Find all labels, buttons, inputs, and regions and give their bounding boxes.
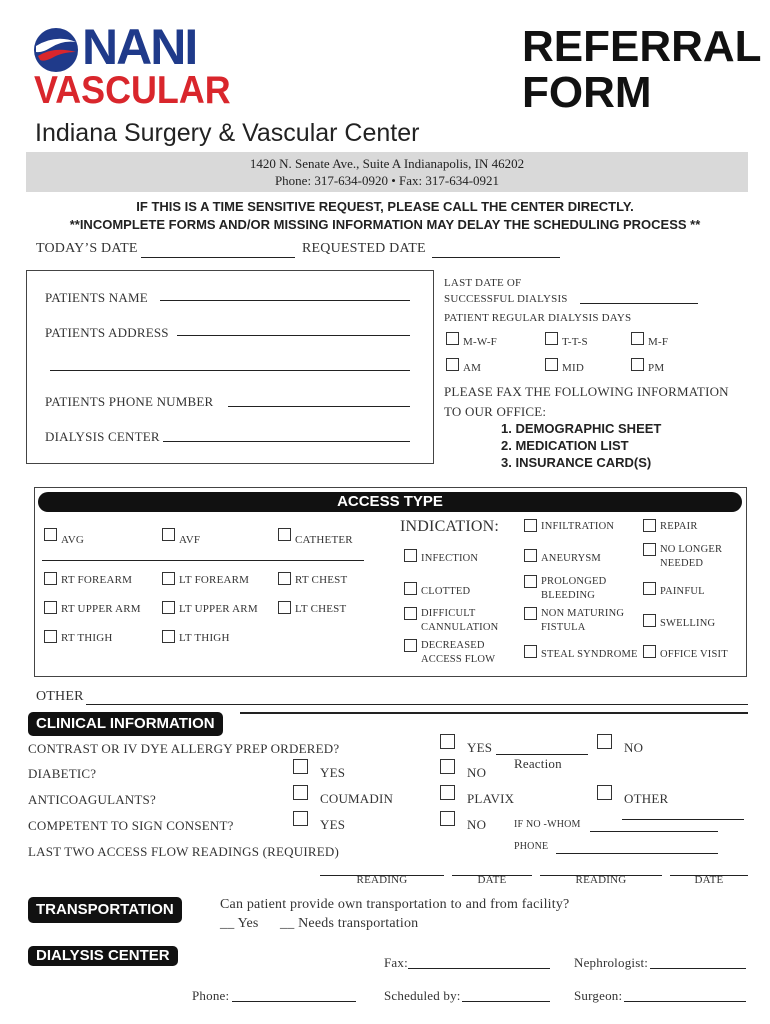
if-no-whom-label: IF NO -WHOM: [514, 819, 581, 830]
if-no-whom-field[interactable]: [590, 818, 718, 832]
date-1-label: DATE: [477, 874, 507, 886]
todays-date-field[interactable]: [141, 244, 295, 258]
checkbox[interactable]: [597, 734, 612, 749]
globe-icon: [32, 26, 80, 74]
form-title-line-1: REFERRAL: [522, 22, 762, 71]
indication-text: REPAIR: [660, 521, 698, 532]
dc-fax-field[interactable]: [408, 955, 550, 969]
indication-text: [660, 543, 722, 571]
access-type-label: AVF: [179, 534, 201, 546]
checkbox[interactable]: [162, 630, 175, 643]
indication-text: INFILTRATION: [541, 521, 615, 532]
diabetic-no[interactable]: [440, 759, 486, 781]
option-label: NO: [467, 765, 487, 780]
ind-difficult[interactable]: [404, 607, 498, 635]
consent-phone-label: PHONE: [514, 841, 549, 852]
days-mf[interactable]: [631, 332, 668, 349]
checkbox[interactable]: [162, 572, 175, 585]
option-label: COUMADIN: [320, 791, 394, 806]
checkbox[interactable]: [404, 549, 417, 562]
checkbox[interactable]: [404, 607, 417, 620]
flow-readings-label: LAST TWO ACCESS FLOW READINGS (REQUIRED): [28, 844, 339, 859]
checkbox[interactable]: [440, 734, 455, 749]
diabetic-question: DIABETIC?: [28, 766, 97, 781]
site-rt-forearm[interactable]: [44, 572, 132, 587]
patient-address-label: PATIENTS ADDRESS: [45, 325, 169, 340]
checkbox[interactable]: [446, 332, 459, 345]
dc-scheduled-by-field[interactable]: [462, 988, 550, 1002]
dc-nephrologist-field[interactable]: [650, 955, 746, 969]
ind-infection[interactable]: [404, 549, 478, 565]
dc-nephrologist-label: Nephrologist:: [574, 955, 649, 970]
contrast-yes-field[interactable]: [496, 741, 588, 755]
ind-prolonged[interactable]: [524, 575, 606, 603]
fax-item-2: 2. MEDICATION LIST: [501, 438, 629, 453]
shift-mid[interactable]: [545, 358, 584, 375]
site-rt-thigh[interactable]: [44, 630, 113, 645]
consent-yes[interactable]: [293, 811, 345, 833]
ind-aneurysm[interactable]: [524, 549, 601, 565]
access-avf[interactable]: [162, 528, 200, 547]
indication-text: PAINFUL: [660, 586, 705, 597]
form-title: [522, 24, 762, 116]
indication-text-2: BLEEDING: [541, 590, 596, 601]
option-label: PM: [648, 362, 665, 374]
option-label: PLAVIX: [467, 791, 515, 806]
checkbox[interactable]: [44, 572, 57, 585]
checkbox[interactable]: [524, 575, 537, 588]
checkbox[interactable]: [524, 519, 537, 532]
ind-office-visit[interactable]: [643, 645, 728, 661]
checkbox[interactable]: [545, 332, 558, 345]
dialysis-center-label: DIALYSIS CENTER: [45, 429, 160, 444]
days-tts[interactable]: [545, 332, 588, 349]
checkbox[interactable]: [293, 785, 308, 800]
nani-vascular-logo: [30, 19, 231, 114]
access-type-box: [34, 487, 747, 677]
indication-text-1: DECREASED: [421, 640, 485, 651]
checkbox[interactable]: [44, 528, 57, 541]
indication-text: ANEURYSM: [541, 553, 601, 564]
ind-swelling[interactable]: [643, 614, 715, 630]
dc-scheduled-by-label: Scheduled by:: [384, 988, 461, 1003]
contrast-yes[interactable]: [440, 734, 492, 756]
site-label: LT CHEST: [295, 603, 347, 615]
indication-label: INDICATION:: [400, 518, 500, 535]
patient-address-field[interactable]: [177, 322, 410, 336]
last-dialysis-field[interactable]: [580, 290, 698, 304]
ind-clotted[interactable]: [404, 582, 470, 598]
todays-date-label: TODAY’S DATE: [36, 241, 138, 256]
checkbox[interactable]: [440, 759, 455, 774]
option-label: YES: [467, 740, 493, 755]
indication-text-1: DIFFICULT: [421, 608, 476, 619]
notice-line-2: **INCOMPLETE FORMS AND/OR MISSING INFORMATION MAY DELAY THE SCHEDULING PROCESS **: [69, 217, 701, 232]
clinical-info-header: CLINICAL INFORMATION: [28, 712, 223, 736]
fax-item-3: 3. INSURANCE CARD(S): [501, 455, 652, 470]
dialysis-center-field[interactable]: [163, 428, 410, 442]
ind-decreased[interactable]: [404, 639, 495, 667]
indication-text: SWELLING: [660, 618, 716, 629]
last-dialysis-label: [444, 276, 568, 306]
ind-non-maturing[interactable]: [524, 607, 624, 635]
dc-surgeon-label: Surgeon:: [574, 988, 623, 1003]
access-type-label: CATHETER: [295, 534, 353, 546]
checkbox[interactable]: [440, 811, 455, 826]
transportation-header: TRANSPORTATION: [28, 897, 182, 923]
checkbox[interactable]: [162, 601, 175, 614]
anticoagulants-question: ANTICOAGULANTS?: [28, 792, 156, 807]
option-label: M-W-F: [463, 336, 497, 348]
patient-phone-field[interactable]: [228, 393, 410, 407]
indication-text: STEAL SYNDROME: [541, 649, 638, 660]
option-label: NO: [467, 817, 487, 832]
checkbox[interactable]: [446, 358, 459, 371]
indication-text: CLOTTED: [421, 586, 471, 597]
patient-address-field-2[interactable]: [50, 357, 410, 371]
days-mwf[interactable]: [446, 332, 497, 349]
fax-instruction-2: TO OUR OFFICE:: [444, 404, 547, 419]
contrast-no[interactable]: [597, 734, 643, 756]
transportation-yes[interactable]: __ Yes: [220, 916, 259, 931]
checkbox[interactable]: [524, 549, 537, 562]
indication-text-2: NEEDED: [660, 558, 704, 569]
center-name: Indiana Surgery & Vascular Center: [35, 119, 420, 147]
access-divider: [42, 560, 364, 561]
option-label: M-F: [648, 336, 669, 348]
checkbox[interactable]: [44, 601, 57, 614]
dc-fax-label: Fax:: [384, 955, 408, 970]
access-type-header: ACCESS TYPE: [38, 492, 742, 512]
indication-text-1: NON MATURING: [541, 608, 625, 619]
address-line-1: 1420 N. Senate Ave., Suite A Indianapolis, IN 46202: [249, 156, 525, 171]
indication-text-1: NO LONGER: [660, 544, 723, 555]
checkbox[interactable]: [643, 519, 656, 532]
checkbox[interactable]: [643, 645, 656, 658]
reading-1-label: READING: [356, 874, 408, 886]
patient-phone-label: PATIENTS PHONE NUMBER: [45, 394, 214, 409]
other-label: OTHER: [36, 689, 84, 704]
shift-am[interactable]: [446, 358, 481, 375]
requested-date-label: REQUESTED DATE: [302, 241, 426, 256]
consent-phone-field[interactable]: [556, 840, 718, 854]
ind-steal[interactable]: [524, 645, 638, 661]
dialysis-center-header: DIALYSIS CENTER: [28, 946, 178, 966]
checkbox[interactable]: [293, 759, 308, 774]
diabetic-yes[interactable]: [293, 759, 345, 781]
ind-repair[interactable]: [643, 519, 698, 533]
option-label: YES: [320, 817, 346, 832]
access-avg[interactable]: [44, 528, 84, 547]
fax-item-1: 1. DEMOGRAPHIC SHEET: [501, 421, 662, 436]
indication-text-1: PROLONGED: [541, 576, 607, 587]
address-line-2: Phone: 317-634-0920 • Fax: 317-634-0921: [274, 173, 500, 188]
notice-line-1: IF THIS IS A TIME SENSITIVE REQUEST, PLEASE CALL THE CENTER DIRECTLY.: [136, 199, 634, 214]
site-rt-upper-arm[interactable]: [44, 601, 141, 616]
indication-text-2: CANNULATION: [421, 622, 499, 633]
dc-phone-label: Phone:: [192, 988, 230, 1003]
regular-days-label: PATIENT REGULAR DIALYSIS DAYS: [444, 312, 632, 324]
reading-2-label: READING: [575, 874, 627, 886]
date-2-label: DATE: [694, 874, 724, 886]
checkbox[interactable]: [643, 614, 656, 627]
site-lt-upper-arm[interactable]: [162, 601, 258, 616]
checkbox[interactable]: [597, 785, 612, 800]
access-type-label: AVG: [61, 534, 85, 546]
checkbox[interactable]: [404, 639, 417, 652]
checkbox[interactable]: [278, 572, 291, 585]
indication-text: [541, 575, 606, 603]
reaction-label: Reaction: [514, 756, 562, 771]
form-title-line-2: FORM: [522, 68, 652, 117]
checkbox[interactable]: [162, 528, 175, 541]
site-label: RT UPPER ARM: [61, 603, 141, 615]
checkbox[interactable]: [44, 630, 57, 643]
last-dialysis-line-1: LAST DATE OF: [444, 277, 522, 289]
last-dialysis-line-2: SUCCESSFUL DIALYSIS: [444, 293, 568, 305]
dc-phone-field[interactable]: [232, 988, 356, 1002]
checkbox[interactable]: [631, 358, 644, 371]
fax-instruction-1: PLEASE FAX THE FOLLOWING INFORMATION: [444, 384, 729, 399]
checkbox[interactable]: [524, 645, 537, 658]
indication-text: [421, 607, 498, 635]
site-label: LT THIGH: [179, 632, 230, 644]
patient-name-field[interactable]: [160, 287, 410, 301]
option-label: AM: [463, 362, 482, 374]
option-label: T-T-S: [562, 336, 588, 348]
anticoagulant-plavix[interactable]: [440, 785, 514, 807]
logo-line-1: NANI: [82, 19, 197, 75]
consent-question: COMPETENT TO SIGN CONSENT?: [28, 818, 234, 833]
shift-pm[interactable]: [631, 358, 664, 375]
consent-no[interactable]: [440, 811, 486, 833]
anticoagulant-other[interactable]: [597, 785, 668, 807]
checkbox[interactable]: [643, 543, 656, 556]
anticoagulant-coumadin[interactable]: [293, 785, 393, 807]
site-lt-thigh[interactable]: [162, 630, 230, 645]
contrast-question: CONTRAST OR IV DYE ALLERGY PREP ORDERED?: [28, 741, 340, 756]
option-label: NO: [624, 740, 644, 755]
option-label: OTHER: [624, 791, 669, 806]
checkbox[interactable]: [404, 582, 417, 595]
indication-text-2: ACCESS FLOW: [421, 654, 496, 665]
site-label: RT CHEST: [295, 574, 348, 586]
site-lt-chest[interactable]: [278, 601, 346, 616]
checkbox[interactable]: [293, 811, 308, 826]
logo-line-2: VASCULAR: [34, 69, 231, 112]
dc-surgeon-field[interactable]: [624, 988, 746, 1002]
site-label: LT UPPER ARM: [179, 603, 258, 615]
checkbox[interactable]: [545, 358, 558, 371]
option-label: YES: [320, 765, 346, 780]
site-label: LT FOREARM: [179, 574, 250, 586]
clinical-divider: [240, 712, 748, 714]
patient-name-label: PATIENTS NAME: [45, 290, 148, 305]
other-field[interactable]: [86, 691, 748, 705]
indication-text: INFECTION: [421, 553, 479, 564]
transportation-needs[interactable]: __ Needs transportation: [280, 916, 419, 931]
site-label: RT FOREARM: [61, 574, 133, 586]
ind-infiltration[interactable]: [524, 519, 614, 533]
indication-text: OFFICE VISIT: [660, 649, 728, 660]
access-catheter[interactable]: [278, 528, 353, 547]
site-label: RT THIGH: [61, 632, 113, 644]
transportation-question: Can patient provide own transportation to and from facility?: [220, 897, 570, 912]
site-rt-chest[interactable]: [278, 572, 347, 587]
checkbox[interactable]: [440, 785, 455, 800]
ind-painful[interactable]: [643, 582, 705, 598]
requested-date-field[interactable]: [432, 244, 560, 258]
checkbox[interactable]: [631, 332, 644, 345]
indication-text: [421, 639, 495, 667]
checkbox[interactable]: [524, 607, 537, 620]
indication-text-2: FISTULA: [541, 622, 586, 633]
ind-no-longer-needed[interactable]: [643, 543, 722, 571]
checkbox[interactable]: [278, 528, 291, 541]
checkbox[interactable]: [278, 601, 291, 614]
checkbox[interactable]: [643, 582, 656, 595]
option-label: MID: [562, 362, 584, 374]
indication-text: [541, 607, 624, 635]
site-lt-forearm[interactable]: [162, 572, 249, 587]
